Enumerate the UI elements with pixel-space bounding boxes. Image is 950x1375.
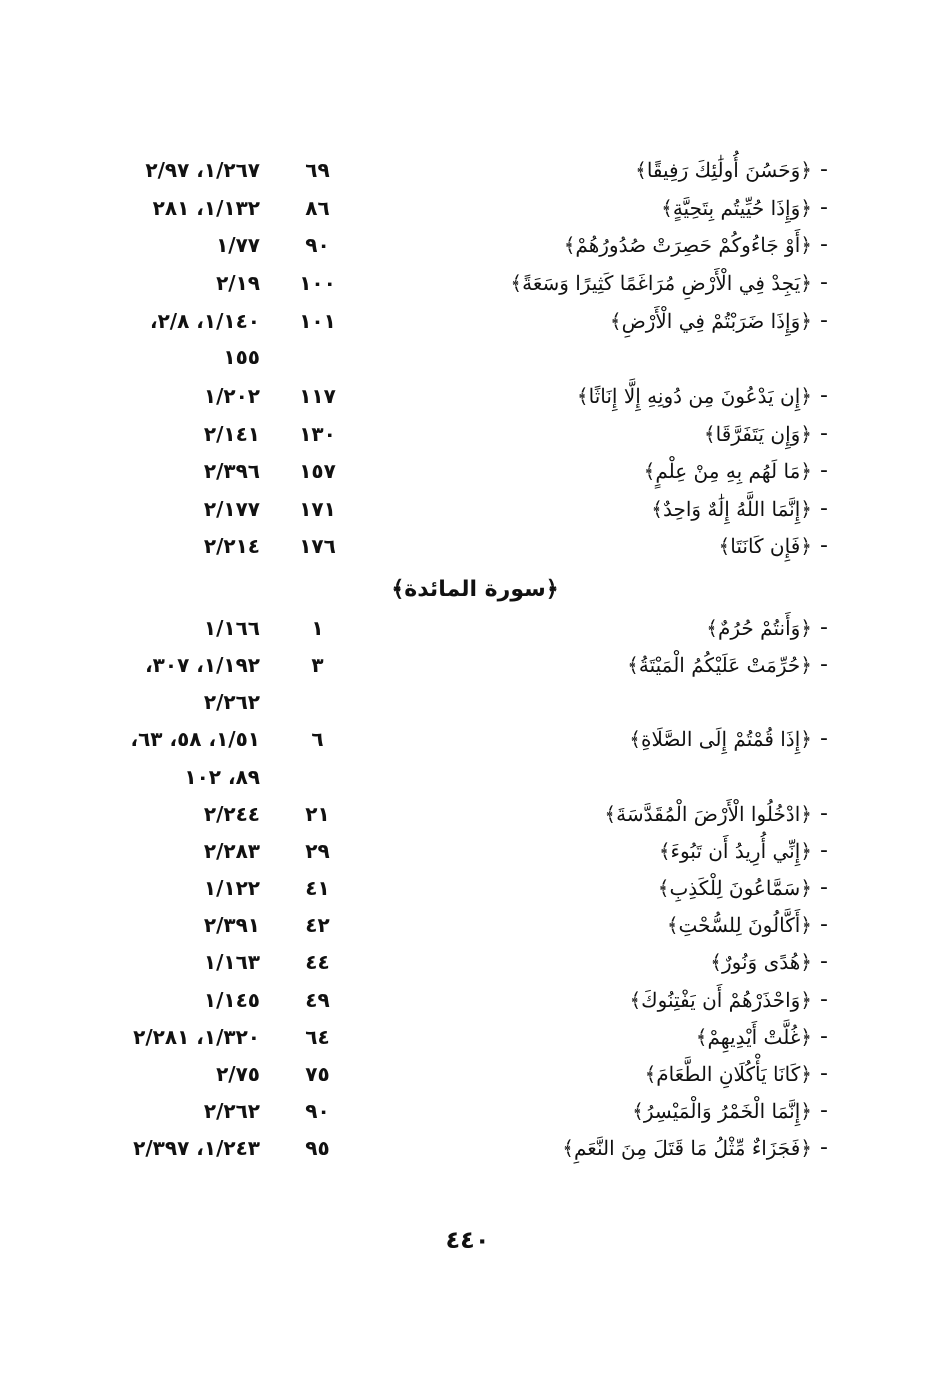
verse-text: ﴿يَجِدْ فِي الْأَرْضِ مُرَاغَمًا كَثِيرًا وَسَعَةً﴾ (510, 271, 812, 295)
index-row (0, 191, 950, 225)
row-dash: - (820, 912, 828, 937)
row-dash: - (820, 875, 828, 900)
row-dash: - (820, 383, 828, 408)
ayah-number: ٦ (311, 727, 324, 751)
ayah-number: ١٥٧ (299, 459, 336, 483)
index-row (0, 266, 950, 300)
page-reference: ٢/٢٨٣ (203, 839, 260, 863)
index-row (0, 871, 950, 905)
index-row-continuation (0, 340, 950, 374)
ayah-number: ٤٢ (305, 913, 330, 937)
page-reference: ٢/٣٩١ (203, 913, 260, 937)
verse-text: ﴿وَإِذَا ضَرَبْتُمْ فِي الْأَرْضِ﴾ (609, 309, 812, 333)
row-dash: - (820, 838, 828, 863)
ayah-number: ٩٠ (305, 1099, 330, 1123)
row-dash: - (820, 533, 828, 558)
row-dash: - (820, 270, 828, 295)
index-row (0, 1094, 950, 1128)
page-reference: ٢/٣٩٦ (203, 459, 260, 483)
page-reference: ٢/٧٥ (216, 1062, 260, 1086)
surah-heading: ﴿سورة المائدة﴾ (391, 577, 559, 602)
verse-text: ﴿غُلَّتْ أَيْدِيهِمْ﴾ (695, 1025, 812, 1049)
page-reference-continued: ١٥٥ (223, 345, 260, 369)
page-reference: ١/٧٧ (216, 233, 260, 257)
verse-text: ﴿وَاحْذَرْهُمْ أَن يَفْتِنُوكَ﴾ (629, 988, 812, 1012)
row-dash: - (820, 652, 828, 677)
index-row (0, 983, 950, 1017)
ayah-number: ٨٦ (305, 196, 330, 220)
index-row (0, 304, 950, 338)
ayah-number: ١٠١ (299, 309, 336, 333)
ayah-number: ١ (311, 616, 324, 640)
page-reference: ١/١٢٢ (203, 876, 260, 900)
page-reference: ١/٢٦٧، ٢/٩٧ (145, 158, 260, 182)
ayah-number: ٢٩ (305, 839, 330, 863)
ayah-number: ٢١ (305, 802, 330, 826)
index-row (0, 454, 950, 488)
ayah-number: ٦٩ (305, 158, 330, 182)
page-number: ٤٤٠ (445, 1226, 490, 1254)
page-reference: ١/١٦٣ (203, 950, 260, 974)
ayah-number: ٤١ (305, 876, 330, 900)
page-reference: ٢/٢٦٢ (203, 1099, 260, 1123)
row-dash: - (820, 308, 828, 333)
verse-text: ﴿إِنَّمَا الْخَمْرُ وَالْمَيْسِرُ﴾ (632, 1099, 812, 1123)
page-reference: ١/٥١، ٥٨، ٦٣، (130, 727, 260, 751)
index-row (0, 648, 950, 682)
verse-text: ﴿وَإِذَا حُيِّيتُم بِتَحِيَّةٍ﴾ (661, 196, 812, 220)
ayah-number: ٦٤ (305, 1025, 330, 1049)
row-dash: - (820, 421, 828, 446)
verse-text: ﴿كَانَا يَأْكُلَانِ الطَّعَامَ﴾ (644, 1062, 812, 1086)
page-reference: ٢/١٩ (216, 271, 260, 295)
index-row (0, 228, 950, 262)
ayah-number: ٩٥ (305, 1136, 330, 1160)
page-reference: ١/١٤٥ (203, 988, 260, 1012)
verse-text: ﴿وَأَنتُمْ حُرُمٌ﴾ (706, 616, 812, 640)
index-row (0, 797, 950, 831)
index-row (0, 529, 950, 563)
ayah-number: ٤٩ (305, 988, 330, 1012)
verse-text: ﴿إِذَا قُمْتُمْ إِلَى الصَّلَاةِ﴾ (629, 727, 812, 751)
row-dash: - (820, 458, 828, 483)
index-row (0, 1020, 950, 1054)
row-dash: - (820, 801, 828, 826)
verse-text: ﴿هُدًى وَنُورٌ﴾ (710, 950, 812, 974)
page-reference: ٢/٢٤٤ (203, 802, 260, 826)
verse-text: ﴿ادْخُلُوا الْأَرْضَ الْمُقَدَّسَةَ﴾ (604, 802, 812, 826)
page-reference: ٢/١٤١ (203, 422, 260, 446)
verse-text: ﴿سَمَّاعُونَ لِلْكَذِبِ﴾ (657, 876, 812, 900)
ayah-number: ١٠٠ (299, 271, 336, 295)
verse-text: ﴿فَجَزَاءٌ مِّثْلُ مَا قَتَلَ مِنَ النَّعَمِ﴾ (562, 1136, 812, 1160)
page-reference-continued: ٢/٢٦٢ (203, 690, 260, 714)
page-reference-continued: ٨٩، ١٠٢ (184, 765, 260, 789)
verse-text: ﴿إِنَّمَا اللَّهُ إِلَٰهٌ وَاحِدٌ﴾ (651, 497, 812, 521)
verse-text: ﴿مَا لَهُم بِهِ مِنْ عِلْمٍ﴾ (643, 459, 812, 483)
index-row (0, 908, 950, 942)
page-reference: ١/١٦٦ (203, 616, 260, 640)
index-row (0, 153, 950, 187)
index-row (0, 834, 950, 868)
page-reference: ١/٣٢٠، ٢/٢٨١ (133, 1025, 260, 1049)
ayah-number: ٣ (311, 653, 324, 677)
index-row (0, 611, 950, 645)
ayah-number: ١٧١ (299, 497, 336, 521)
verse-text: ﴿فَإِن كَانَتَا﴾ (718, 534, 812, 558)
ayah-number: ٩٠ (305, 233, 330, 257)
row-dash: - (820, 157, 828, 182)
verse-text: ﴿أَكَّالُونَ لِلسُّحْتِ﴾ (666, 913, 812, 937)
row-dash: - (820, 949, 828, 974)
verse-text: ﴿إِن يَدْعُونَ مِن دُونِهِ إِلَّا إِنَاثًا﴾ (576, 384, 812, 408)
ayah-number: ١٧٦ (299, 534, 336, 558)
page-reference: ١/١٩٢، ٣٠٧، (145, 653, 260, 677)
index-row (0, 1057, 950, 1091)
page-reference: ١/١٣٢، ٢٨١ (152, 196, 260, 220)
row-dash: - (820, 1024, 828, 1049)
page-reference: ١/١٤٠، ٢/٨، (149, 309, 260, 333)
verse-text: ﴿أَوْ جَاءُوكُمْ حَصِرَتْ صُدُورُهُمْ﴾ (563, 233, 812, 257)
ayah-number: ١١٧ (299, 384, 336, 408)
row-dash: - (820, 726, 828, 751)
verse-text: ﴿حُرِّمَتْ عَلَيْكُمُ الْمَيْتَةُ﴾ (627, 653, 812, 677)
page-reference: ١/٢٠٢ (203, 384, 260, 408)
index-row (0, 722, 950, 756)
page-reference: ٢/٢١٤ (203, 534, 260, 558)
row-dash: - (820, 195, 828, 220)
verse-text: ﴿وَإِن يَتَفَرَّقَا﴾ (703, 422, 812, 446)
page-reference: ٢/١٧٧ (203, 497, 260, 521)
index-row (0, 492, 950, 526)
index-row (0, 945, 950, 979)
row-dash: - (820, 987, 828, 1012)
index-row-continuation (0, 760, 950, 794)
ayah-number: ١٣٠ (299, 422, 336, 446)
index-row-continuation (0, 685, 950, 719)
index-row (0, 417, 950, 451)
index-row (0, 1131, 950, 1165)
row-dash: - (820, 232, 828, 257)
row-dash: - (820, 1098, 828, 1123)
row-dash: - (820, 496, 828, 521)
page-reference: ١/٢٤٣، ٢/٣٩٧ (133, 1136, 260, 1160)
verse-text: ﴿وَحَسُنَ أُولَٰئِكَ رَفِيقًا﴾ (635, 158, 812, 182)
ayah-number: ٧٥ (305, 1062, 330, 1086)
verse-text: ﴿إِنِّي أُرِيدُ أَن تَبُوءَ﴾ (658, 839, 812, 863)
row-dash: - (820, 615, 828, 640)
row-dash: - (820, 1061, 828, 1086)
index-row (0, 379, 950, 413)
row-dash: - (820, 1135, 828, 1160)
ayah-number: ٤٤ (305, 950, 330, 974)
